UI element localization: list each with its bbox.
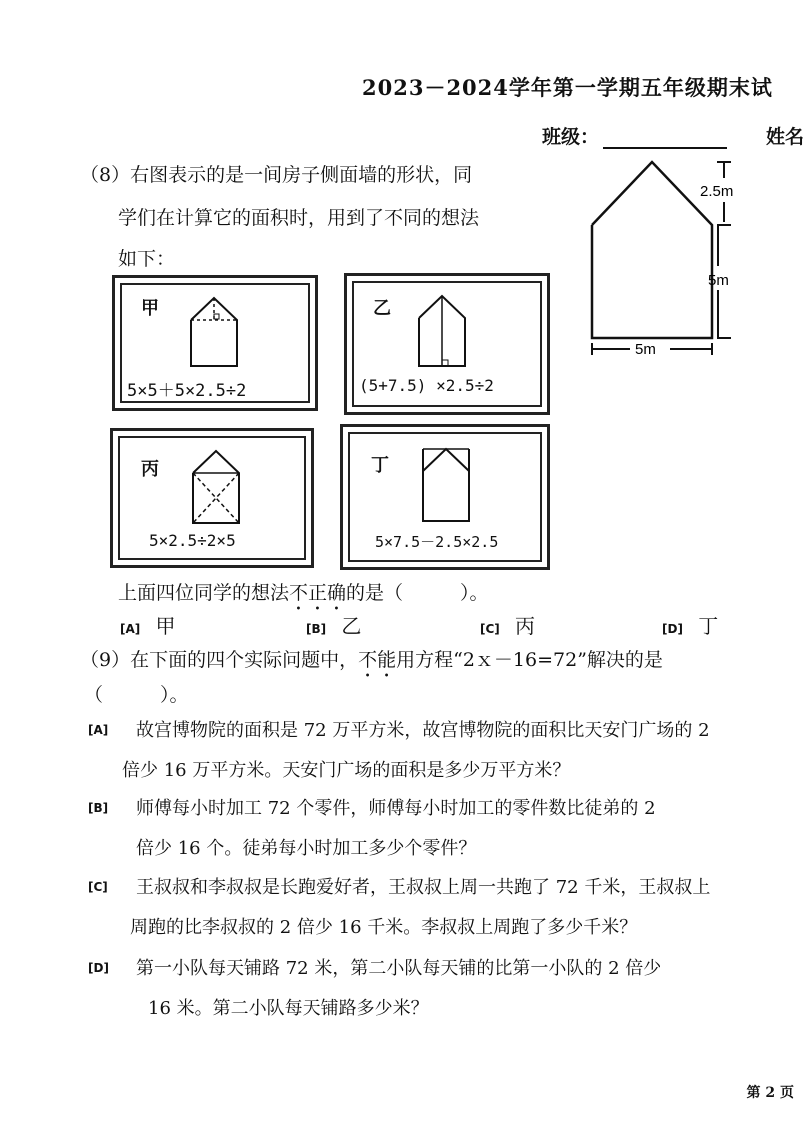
roof-height-label: 2.5m <box>700 183 734 200</box>
q8-emphasis: 不正确 <box>289 582 347 604</box>
name-label: 姓名 <box>766 126 804 148</box>
q8-line1: （8）右图表示的是一间房子侧面墙的形状，同 <box>80 164 473 186</box>
house-outline <box>592 162 712 338</box>
q8-option-a[interactable]: [A] 甲 <box>120 614 176 638</box>
q9-emphasis: 不能 <box>358 649 397 671</box>
q9-number: （9） <box>80 649 131 671</box>
q9-option-b[interactable]: [B] 师傅每小时加工 72 个零件，师傅每小时加工的零件数比徒弟的 2 倍少 16 个。徒弟每小时加工多少个零件？ <box>88 798 656 859</box>
class-blank[interactable] <box>603 129 727 149</box>
card-bing-formula: 5×2.5÷2×5 <box>149 531 236 550</box>
card-ding-label: 丁 <box>371 455 389 476</box>
card-jia-formula: 5×5＋5×2.5÷2 <box>127 381 247 401</box>
card-yi-label: 乙 <box>373 298 391 319</box>
width-label: 5m <box>635 341 656 358</box>
card-ding <box>340 424 550 570</box>
card-yi-figure <box>413 290 473 372</box>
q8-option-b[interactable]: [B] 乙 <box>306 614 362 638</box>
q8-number: （8） <box>80 164 131 186</box>
q9-stem-line2: （ ）。 <box>84 684 189 706</box>
q9-stem: （9）在下面的四个实际问题中，不能用方程“2ｘ－16=72”解决的是 <box>80 649 663 671</box>
page-title: 2023－2024学年第一学期五年级期末试 <box>362 75 773 100</box>
house-figure <box>580 150 750 365</box>
card-bing-label: 丙 <box>141 459 159 480</box>
card-ding-figure <box>417 443 477 527</box>
card-jia <box>112 275 318 411</box>
class-field <box>542 122 727 149</box>
q8-line2: 学们在计算它的面积时，用到了不同的想法 <box>118 207 480 229</box>
q8-question: 上面四位同学的想法不正确的是（ ）。 <box>118 582 489 604</box>
q9-option-c[interactable]: [C] 王叔叔和李叔叔是长跑爱好者，王叔叔上周一共跑了 72 千米，王叔叔上 周跑的比李叔叔的 2 倍少 16 千米。李叔叔上周跑了多少千米？ <box>88 877 711 938</box>
class-label: 班级： <box>542 126 600 148</box>
q9-option-a[interactable]: [A] 故宫博物院的面积是 72 万平方米，故宫博物院的面积比天安门广场的 2 倍少 16 万平方米。天安门广场的面积是多少万平方米？ <box>88 720 710 781</box>
q9-option-d[interactable]: [D] 第一小队每天铺路 72 米，第二小队每天铺的比第一小队的 2 倍少 16 米。第二小队每天铺路多少米？ <box>88 958 662 1019</box>
card-bing-figure <box>187 445 247 529</box>
card-yi <box>344 273 550 415</box>
q8-option-d[interactable]: [D] 丁 <box>662 614 719 638</box>
q8-option-c[interactable]: [C] 丙 <box>480 614 536 638</box>
wall-height-label: 5m <box>708 272 729 289</box>
card-bing <box>110 428 314 568</box>
card-ding-formula: 5×7.5－2.5×2.5 <box>375 533 499 551</box>
q8-line3: 如下： <box>118 248 176 270</box>
card-jia-figure <box>185 292 245 372</box>
page-number: 第 2 页 <box>746 1085 794 1101</box>
card-yi-formula: (5+7.5) ×2.5÷2 <box>359 376 494 395</box>
card-jia-label: 甲 <box>141 298 159 319</box>
